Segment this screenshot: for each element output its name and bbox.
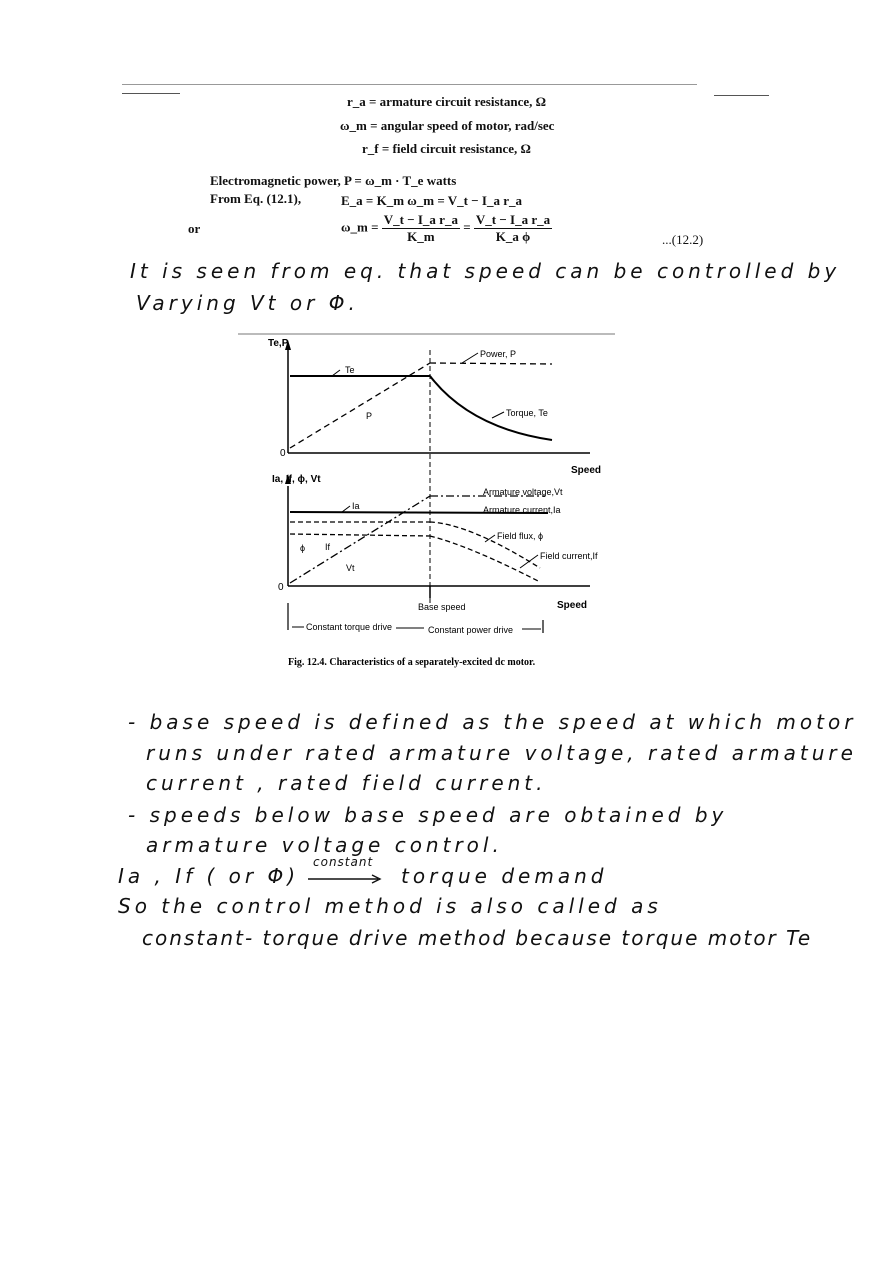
characteristics-figure — [0, 328, 893, 728]
torque-leader — [492, 412, 504, 418]
field-flux-curve — [430, 522, 540, 568]
fraction-1-num: V_t − I_a r_a — [383, 212, 458, 227]
field-flux-label: Field flux, ϕ — [497, 531, 544, 541]
note-line-2: runs under rated armature voltage, rated armature — [146, 741, 857, 765]
omega-equals: = — [463, 219, 471, 235]
ea-equation: E_a = K_m ω_m = V_t − I_a r_a — [341, 193, 522, 208]
definition-ra: r_a = armature circuit resistance, Ω — [347, 94, 547, 109]
header-rule-main — [122, 84, 697, 85]
fraction-2 — [474, 212, 552, 245]
note-line-7: torque demand — [401, 864, 608, 888]
power-constant — [430, 363, 552, 364]
constant-arrow-label: constant — [313, 855, 374, 869]
or-label: or — [188, 221, 201, 236]
equation-number: ...(12.2) — [662, 232, 704, 247]
if-mark: If — [325, 542, 331, 552]
ia-leader — [342, 506, 350, 512]
top-y-label: Te,P — [268, 338, 289, 349]
constant-torque-label: Constant torque drive — [306, 622, 393, 632]
from-eq-label: From Eq. (12.1), — [210, 191, 302, 206]
phi-mark: ϕ — [300, 543, 306, 553]
p-mark: P — [366, 411, 373, 421]
constant-arrow — [306, 872, 386, 886]
fraction-1-den: K_m — [407, 229, 435, 244]
omega-lhs: ω_m = — [341, 219, 379, 235]
power-leader — [462, 353, 478, 363]
header-rule-left — [122, 93, 180, 94]
vt-mark: Vt — [346, 563, 355, 573]
definition-omega-m: ω_m = angular speed of motor, rad/sec — [340, 118, 555, 133]
te-mark: Te — [345, 365, 355, 375]
field-current-label: Field current,If — [540, 551, 598, 561]
note-line-4: - speeds below base speed are obtained by — [128, 803, 728, 827]
omega-equation — [341, 212, 552, 245]
constant-power-label: Constant power drive — [428, 625, 514, 635]
bottom-y-label: Ia, If, ϕ, Vt — [272, 474, 321, 485]
ia-mark: Ia — [352, 501, 360, 511]
fraction-2-den: K_a ϕ — [495, 229, 531, 244]
note-line-8: So the control method is also called as — [118, 894, 662, 918]
note-line-5: armature voltage control. — [146, 833, 503, 857]
handwritten-line-2: Varying Vt or Φ. — [136, 291, 359, 315]
definition-rf: r_f = field circuit resistance, Ω — [362, 141, 531, 156]
base-speed-label: Base speed — [418, 602, 466, 612]
torque-label: Torque, Te — [506, 408, 548, 418]
power-equation: Electromagnetic power, P = ω_m · T_e watts — [210, 173, 457, 188]
bottom-origin: 0 — [278, 582, 284, 593]
handwritten-line-1: It is seen from eq. that speed can be controlled by — [130, 259, 841, 283]
note-line-3: current , rated field current. — [146, 771, 547, 795]
top-x-label: Speed — [571, 465, 602, 476]
header-rule-right — [714, 95, 769, 96]
bottom-x-label: Speed — [557, 600, 588, 611]
field-current-curve — [430, 536, 540, 582]
armature-voltage-label: Armature voltage,Vt — [483, 487, 563, 497]
note-line-9: constant- torque drive method because torque motor Te — [142, 926, 813, 950]
figure-caption: Fig. 12.4. Characteristics of a separately-excited dc motor. — [288, 657, 536, 668]
top-origin: 0 — [280, 448, 286, 459]
armature-voltage-ramp — [290, 496, 430, 583]
armature-current-label: Armature current,Ia — [483, 505, 561, 515]
power-label: Power, P — [480, 349, 517, 359]
note-line-1: - base speed is defined as the speed at which motor — [128, 710, 857, 734]
fraction-2-num: V_t − I_a r_a — [475, 212, 551, 227]
note-line-6: Ia , If ( or Φ) — [118, 864, 300, 888]
field-current-constant — [290, 534, 430, 536]
fraction-1 — [382, 212, 460, 245]
